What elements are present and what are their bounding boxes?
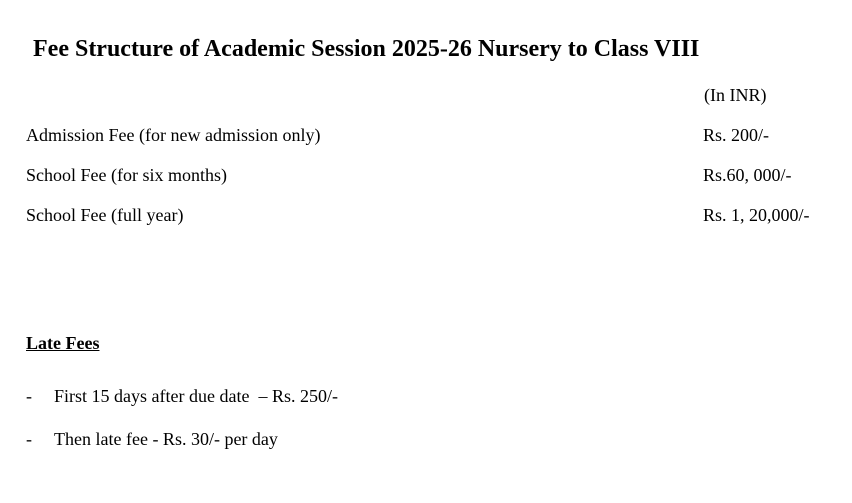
fee-label: School Fee (full year): [26, 205, 184, 225]
bullet-dash: -: [26, 429, 32, 449]
late-fee-text: Then late fee - Rs. 30/- per day: [54, 429, 278, 449]
fee-row-six-months: [26, 163, 826, 187]
late-fee-text: First 15 days after due date – Rs. 250/-: [54, 386, 338, 406]
late-fees-heading: Late Fees: [26, 333, 100, 353]
currency-note: (In INR): [704, 85, 767, 105]
fee-amount: Rs.60, 000/-: [703, 165, 792, 185]
fee-amount: Rs. 200/-: [703, 125, 770, 145]
late-fee-item: [26, 384, 726, 408]
fee-label: School Fee (for six months): [26, 165, 227, 185]
bullet-dash: -: [26, 386, 32, 406]
fee-label: Admission Fee (for new admission only): [26, 125, 321, 145]
fee-amount: Rs. 1, 20,000/-: [703, 205, 810, 225]
fee-row-admission: [26, 123, 826, 147]
late-fee-item: [26, 427, 726, 451]
page-title: Fee Structure of Academic Session 2025-26 Nursery to Class VIII: [33, 36, 700, 62]
fee-row-full-year: [26, 203, 826, 227]
